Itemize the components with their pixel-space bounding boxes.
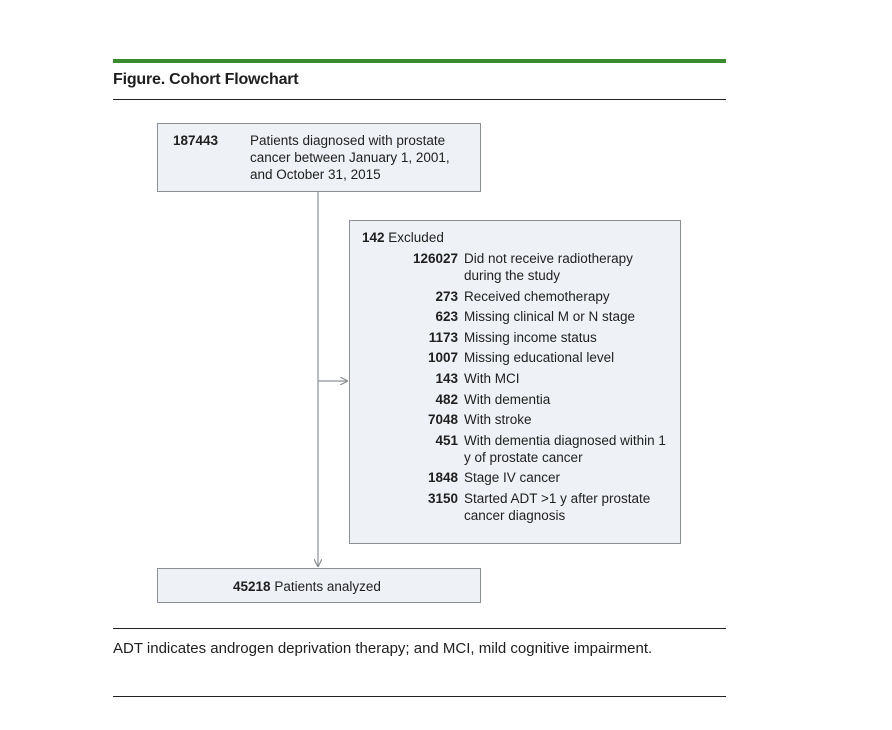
exclusion-item bbox=[350, 288, 680, 305]
exclusion-item bbox=[350, 411, 680, 428]
exclusion-count: 482 bbox=[435, 391, 458, 407]
exclusion-reason: Missing educational level bbox=[464, 350, 615, 366]
exclusion-reason: With stroke bbox=[464, 412, 532, 428]
exclusion-count: 1173 bbox=[428, 329, 458, 345]
figure-footnote: ADT indicates androgen deprivation therapy; and MCI, mild cognitive impairment. bbox=[113, 640, 653, 657]
exclusion-count: 451 bbox=[435, 432, 458, 448]
exclusion-item bbox=[350, 308, 680, 325]
exclusion-count: 143 bbox=[435, 370, 458, 386]
exclusion-count: 7048 bbox=[427, 412, 458, 428]
exclusion-item bbox=[350, 250, 680, 284]
exclusion-reason: Stage IV cancer bbox=[464, 470, 561, 486]
figure-accent-rule bbox=[113, 59, 726, 63]
exclusion-count: 273 bbox=[435, 288, 458, 304]
exclusion-list bbox=[350, 250, 680, 528]
excluded-header bbox=[362, 229, 444, 246]
excluded-label: Excluded bbox=[388, 230, 444, 245]
exclusion-count: 1007 bbox=[427, 350, 458, 366]
title-divider bbox=[113, 99, 726, 100]
exclusion-count: 623 bbox=[435, 309, 458, 325]
exclusion-reason: Started ADT >1 y after prostate cancer diagnosis bbox=[464, 490, 651, 523]
footnote-bottom-divider bbox=[113, 696, 726, 697]
cohort-start-box bbox=[157, 123, 481, 192]
excluded-total-count: 142 bbox=[362, 230, 385, 245]
cohort-analyzed-box bbox=[157, 568, 481, 603]
exclusion-reason: Missing clinical M or N stage bbox=[464, 309, 636, 325]
exclusion-item bbox=[350, 329, 680, 346]
exclusion-reason: Did not receive radiotherapy during the study bbox=[464, 251, 633, 283]
exclusion-reason: With dementia diagnosed within 1 y of prostate cancer bbox=[464, 432, 666, 465]
exclusion-item bbox=[350, 349, 680, 366]
footnote-top-divider bbox=[113, 628, 726, 629]
start-description: Patients diagnosed with prostate cancer between January 1, 2001, and October 31, 2015 bbox=[250, 133, 450, 182]
figure-title: Figure. Cohort Flowchart bbox=[113, 71, 299, 88]
excluded-box bbox=[349, 220, 681, 544]
exclusion-reason: With dementia bbox=[464, 391, 551, 407]
exclusion-count: 126027 bbox=[412, 251, 458, 266]
exclusion-count: 1848 bbox=[427, 470, 458, 486]
analyzed-content bbox=[233, 578, 381, 595]
exclusion-reason: Missing income status bbox=[464, 329, 597, 345]
exclusion-item bbox=[350, 370, 680, 387]
analyzed-count: 45218 bbox=[233, 579, 271, 594]
exclusion-item bbox=[350, 432, 680, 466]
exclusion-item bbox=[350, 391, 680, 408]
exclusion-reason: With MCI bbox=[464, 370, 520, 386]
exclusion-reason: Received chemotherapy bbox=[464, 288, 610, 304]
analyzed-label: Patients analyzed bbox=[274, 579, 381, 594]
exclusion-count: 3150 bbox=[427, 490, 458, 506]
exclusion-item bbox=[350, 490, 680, 524]
start-count: 187443 bbox=[173, 133, 219, 148]
exclusion-item bbox=[350, 469, 680, 486]
